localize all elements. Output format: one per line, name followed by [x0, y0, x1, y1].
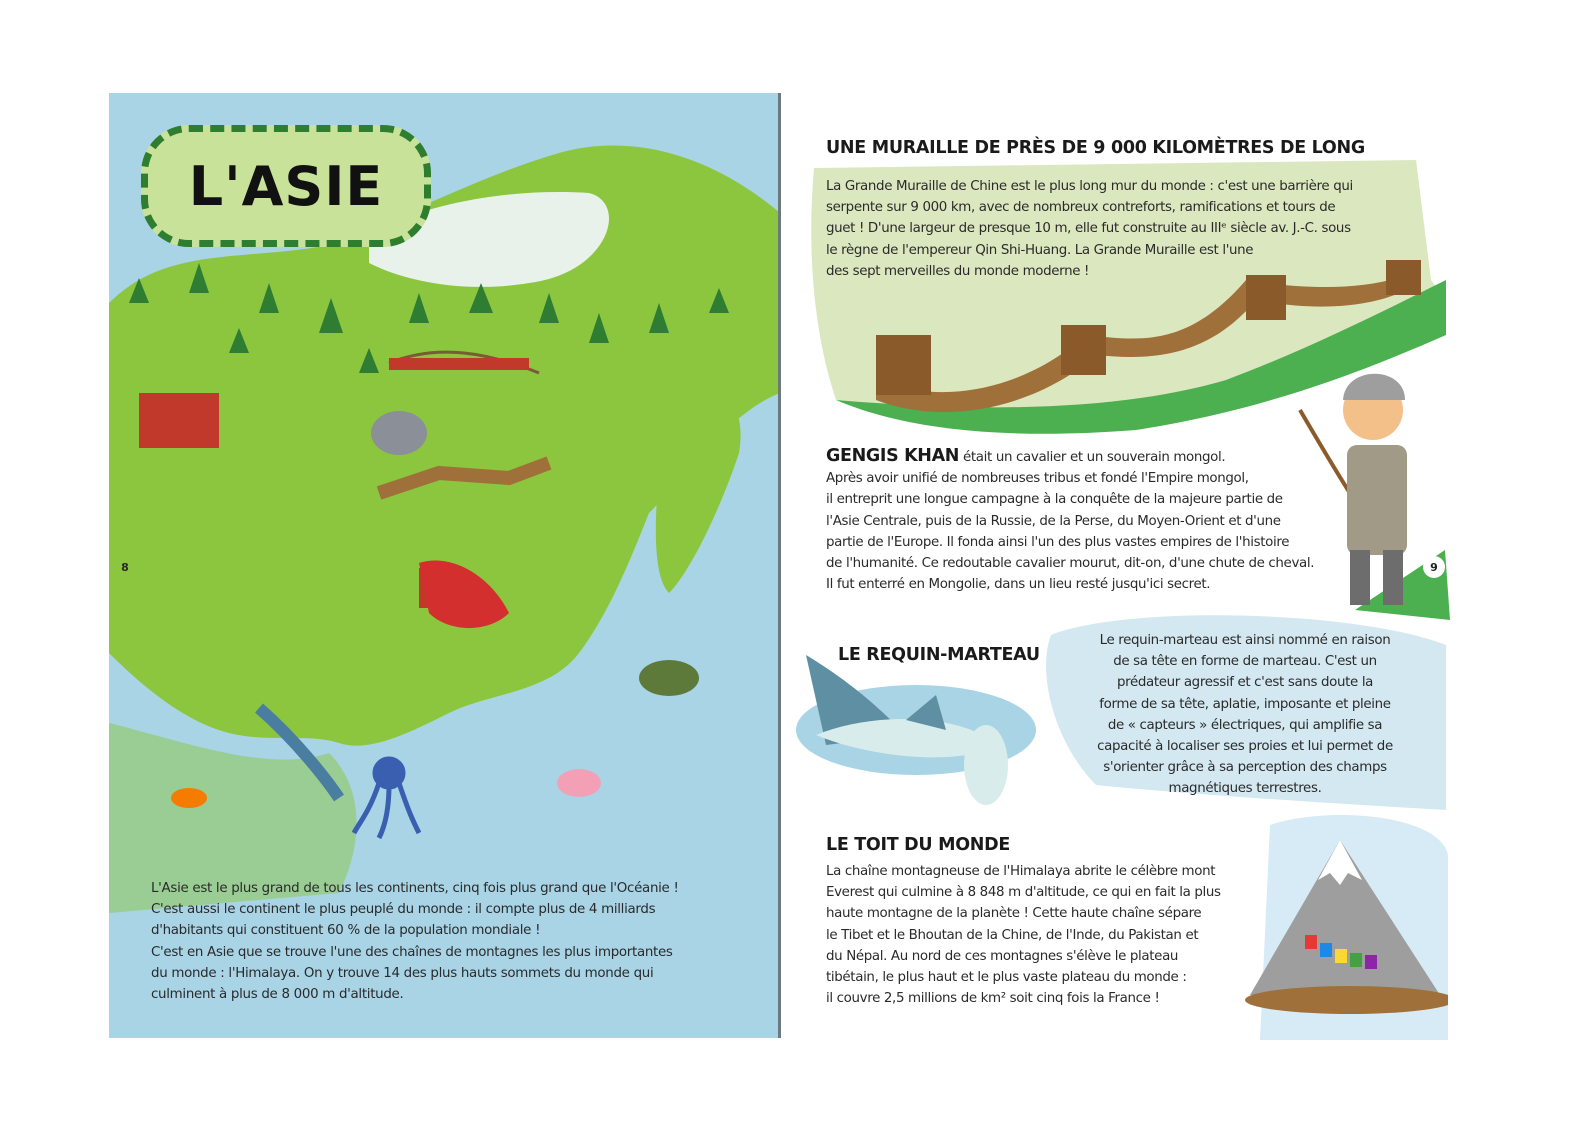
text-line: Everest qui culmine à 8 848 m d'altitude, ce qui en fait la plus — [826, 885, 1221, 901]
genghis-heading: GENGIS KHAN — [826, 446, 960, 466]
text-line: L'Asie est le plus grand de tous les continents, cinq fois plus grand que l'Océanie ! — [151, 881, 679, 896]
wall-heading: UNE MURAILLE DE PRÈS DE 9 000 KILOMÈTRES DE LONG — [826, 138, 1365, 158]
text-line: guet ! D'une largeur de presque 10 m, elle fut construite au IIIᵉ siècle av. J.-C. sous — [826, 221, 1351, 237]
asia-intro-text — [151, 878, 751, 1005]
left-page — [109, 93, 780, 1038]
text-line: de l'humanité. Ce redoutable cavalier mourut, dit-on, d'une chute de cheval. — [826, 556, 1315, 572]
text-line: l'Asie Centrale, puis de la Russie, de la Perse, du Moyen-Orient et d'une — [826, 513, 1281, 529]
text-line: haute montagne de la planète ! Cette haute chaîne sépare — [826, 906, 1202, 922]
genghis-khan-illustration — [1295, 350, 1450, 620]
text-line: culminent à plus de 8 000 m d'altitude. — [151, 987, 404, 1003]
text-line: du Népal. Au nord de ces montagnes s'élève le plateau — [826, 948, 1179, 964]
text-line: La Grande Muraille de Chine est le plus long mur du monde : c'est une barrière qui — [826, 179, 1353, 194]
page-number-right: 9 — [1423, 556, 1445, 578]
shark-text — [1080, 630, 1410, 800]
roof-heading: LE TOIT DU MONDE — [826, 835, 1011, 855]
text-line: il entreprit une longue campagne à la conquête de la majeure partie de — [826, 492, 1283, 508]
page-number-left: 8 — [114, 556, 136, 578]
text-line: le règne de l'empereur Qin Shi-Huang. La Grande Muraille est l'une — [826, 242, 1254, 258]
himalaya-mountain-illustration — [1240, 815, 1448, 1040]
text-line: serpente sur 9 000 km, avec de nombreux contreforts, ramifications et tours de — [826, 200, 1336, 216]
text-line: était un cavalier et un souverain mongol. — [959, 450, 1226, 465]
text-line: tibétain, le plus haut et le plus vaste plateau du monde : — [826, 970, 1187, 986]
text-line: partie de l'Europe. Il fonda ainsi l'un des plus vastes empires de l'histoire — [826, 534, 1290, 550]
text-line: capacité à localiser ses proies et lui permet de — [1097, 739, 1393, 755]
text-line: Après avoir unifié de nombreuses tribus et fondé l'Empire mongol, — [826, 471, 1249, 487]
text-line: le Tibet et le Bhoutan de la Chine, de l'Inde, du Pakistan et — [826, 927, 1199, 943]
text-line: C'est en Asie que se trouve l'une des chaînes de montagnes les plus importantes — [151, 944, 673, 960]
text-line: forme de sa tête, aplatie, imposante et pleine — [1099, 696, 1391, 712]
page-title-badge — [141, 125, 431, 247]
shark-heading: LE REQUIN-MARTEAU — [838, 645, 1040, 665]
text-line: C'est aussi le continent le plus peuplé du monde : il compte plus de 4 milliards — [151, 902, 656, 918]
book-spine — [778, 93, 781, 1038]
roof-text — [826, 861, 1221, 1009]
text-line: de sa tête en forme de marteau. C'est un — [1113, 654, 1377, 670]
wall-text — [826, 176, 1353, 282]
text-line: il couvre 2,5 millions de km² soit cinq fois la France ! — [826, 991, 1160, 1007]
text-line: La chaîne montagneuse de l'Himalaya abrite le célèbre mont — [826, 864, 1216, 879]
text-line: de « capteurs » électriques, qui amplifie sa — [1107, 717, 1383, 733]
text-line: du monde : l'Himalaya. On y trouve 14 des plus hauts sommets du monde qui — [151, 965, 654, 981]
text-line: magnétiques terrestres. — [1168, 781, 1322, 797]
text-line: des sept merveilles du monde moderne ! — [826, 263, 1090, 279]
text-line: prédateur agressif et c'est sans doute la — [1116, 675, 1374, 691]
text-line: Le requin-marteau est ainsi nommé en raison — [1099, 633, 1391, 648]
page-title: L'ASIE — [188, 154, 384, 218]
text-line: Il fut enterré en Mongolie, dans un lieu resté jusqu'ici secret. — [826, 577, 1211, 593]
text-line: d'habitants qui constituent 60 % de la population mondiale ! — [151, 923, 541, 939]
genghis-text — [826, 446, 1314, 595]
text-line: s'orienter grâce à sa perception des champs — [1103, 760, 1387, 776]
